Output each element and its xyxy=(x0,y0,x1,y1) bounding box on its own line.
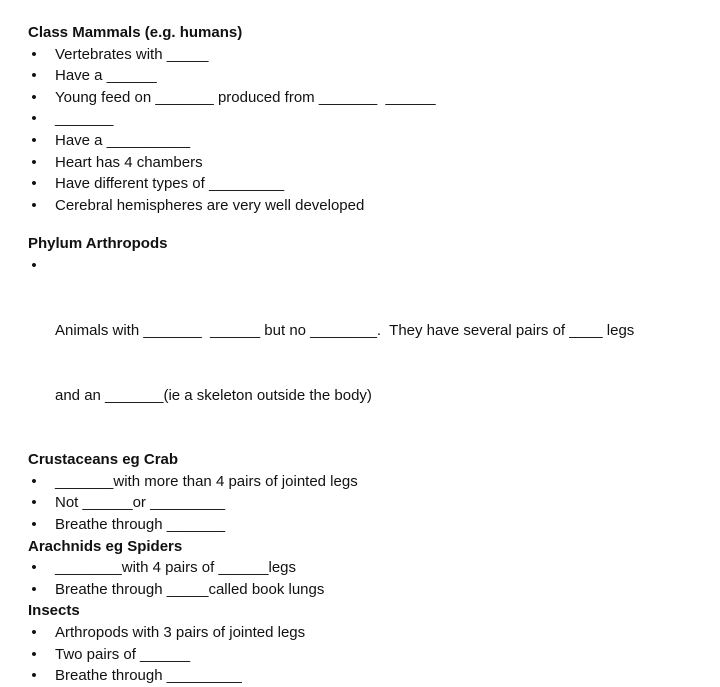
list-item-text: Animals with _______ ______ but no ________. They have several pairs of ____ legs xyxy=(55,321,635,339)
bullet-icon: • xyxy=(31,196,37,214)
bullet-icon: • xyxy=(31,131,37,149)
list-item xyxy=(28,65,708,87)
list-item xyxy=(28,557,708,579)
arachnids-heading: Arachnids eg Spiders xyxy=(28,537,183,555)
list-item xyxy=(28,665,708,687)
bullet-icon: • xyxy=(31,516,37,534)
list-item-text: Have a __________ xyxy=(55,131,191,149)
list-item-text: Have a ______ xyxy=(55,67,157,85)
list-item xyxy=(28,492,708,514)
list-item-text: Have different types of _________ xyxy=(55,175,285,193)
list-item xyxy=(28,44,708,66)
bullet-icon: • xyxy=(31,645,37,663)
list-item xyxy=(28,579,708,601)
bullet-icon: • xyxy=(31,88,37,106)
list-item-text: _______ xyxy=(55,110,114,128)
list-item-text-continued: and an _______(ie a skeleton outside the body) xyxy=(55,386,372,404)
list-item-text: Not ______or _________ xyxy=(55,494,226,512)
list-item-text: ________with 4 pairs of ______legs xyxy=(55,559,297,577)
bullet-icon: • xyxy=(31,153,37,171)
list-item xyxy=(28,173,708,195)
list-item xyxy=(28,108,708,130)
mammals-heading: Class Mammals (e.g. humans) xyxy=(28,24,243,41)
crustaceans-heading: Crustaceans eg Crab xyxy=(28,451,179,469)
bullet-icon: • xyxy=(31,472,37,490)
list-item-text: Arthropods with 3 pairs of jointed legs xyxy=(55,624,306,642)
list-item-text: Breathe through _____called book lungs xyxy=(55,580,325,598)
bullet-icon: • xyxy=(31,580,37,598)
bullet-icon: • xyxy=(31,667,37,685)
section-spacer xyxy=(28,216,708,233)
list-item xyxy=(28,87,708,109)
list-item xyxy=(28,622,708,644)
list-item xyxy=(28,255,708,449)
list-item xyxy=(28,195,708,217)
arthropods-heading: Phylum Arthropods xyxy=(28,235,168,253)
list-item-text: Breathe through _________ xyxy=(55,667,242,685)
insects-heading: Insects xyxy=(28,602,80,620)
list-item-text: Cerebral hemispheres are very well developed xyxy=(55,196,365,214)
bullet-icon: • xyxy=(31,175,37,193)
list-item xyxy=(28,130,708,152)
bullet-icon: • xyxy=(31,45,37,63)
bullet-icon: • xyxy=(31,256,37,274)
list-item xyxy=(28,152,708,174)
list-item xyxy=(28,644,708,666)
list-item-text: Heart has 4 chambers xyxy=(55,153,203,171)
worksheet-page xyxy=(28,22,708,687)
list-item xyxy=(28,514,708,536)
bullet-icon: • xyxy=(31,624,37,642)
bullet-icon: • xyxy=(31,494,37,512)
bullet-icon: • xyxy=(31,110,37,128)
list-item-text: Young feed on _______ produced from _______ ______ xyxy=(55,88,436,106)
bullet-icon: • xyxy=(31,559,37,577)
list-item-text: Two pairs of ______ xyxy=(55,645,191,663)
mammals-list xyxy=(28,44,708,217)
list-item-text: _______with more than 4 pairs of jointed legs xyxy=(55,472,358,490)
list-item-text: Vertebrates with _____ xyxy=(55,45,209,63)
bullet-icon: • xyxy=(31,67,37,85)
list-item xyxy=(28,471,708,493)
list-item-text: Breathe through _______ xyxy=(55,516,226,534)
